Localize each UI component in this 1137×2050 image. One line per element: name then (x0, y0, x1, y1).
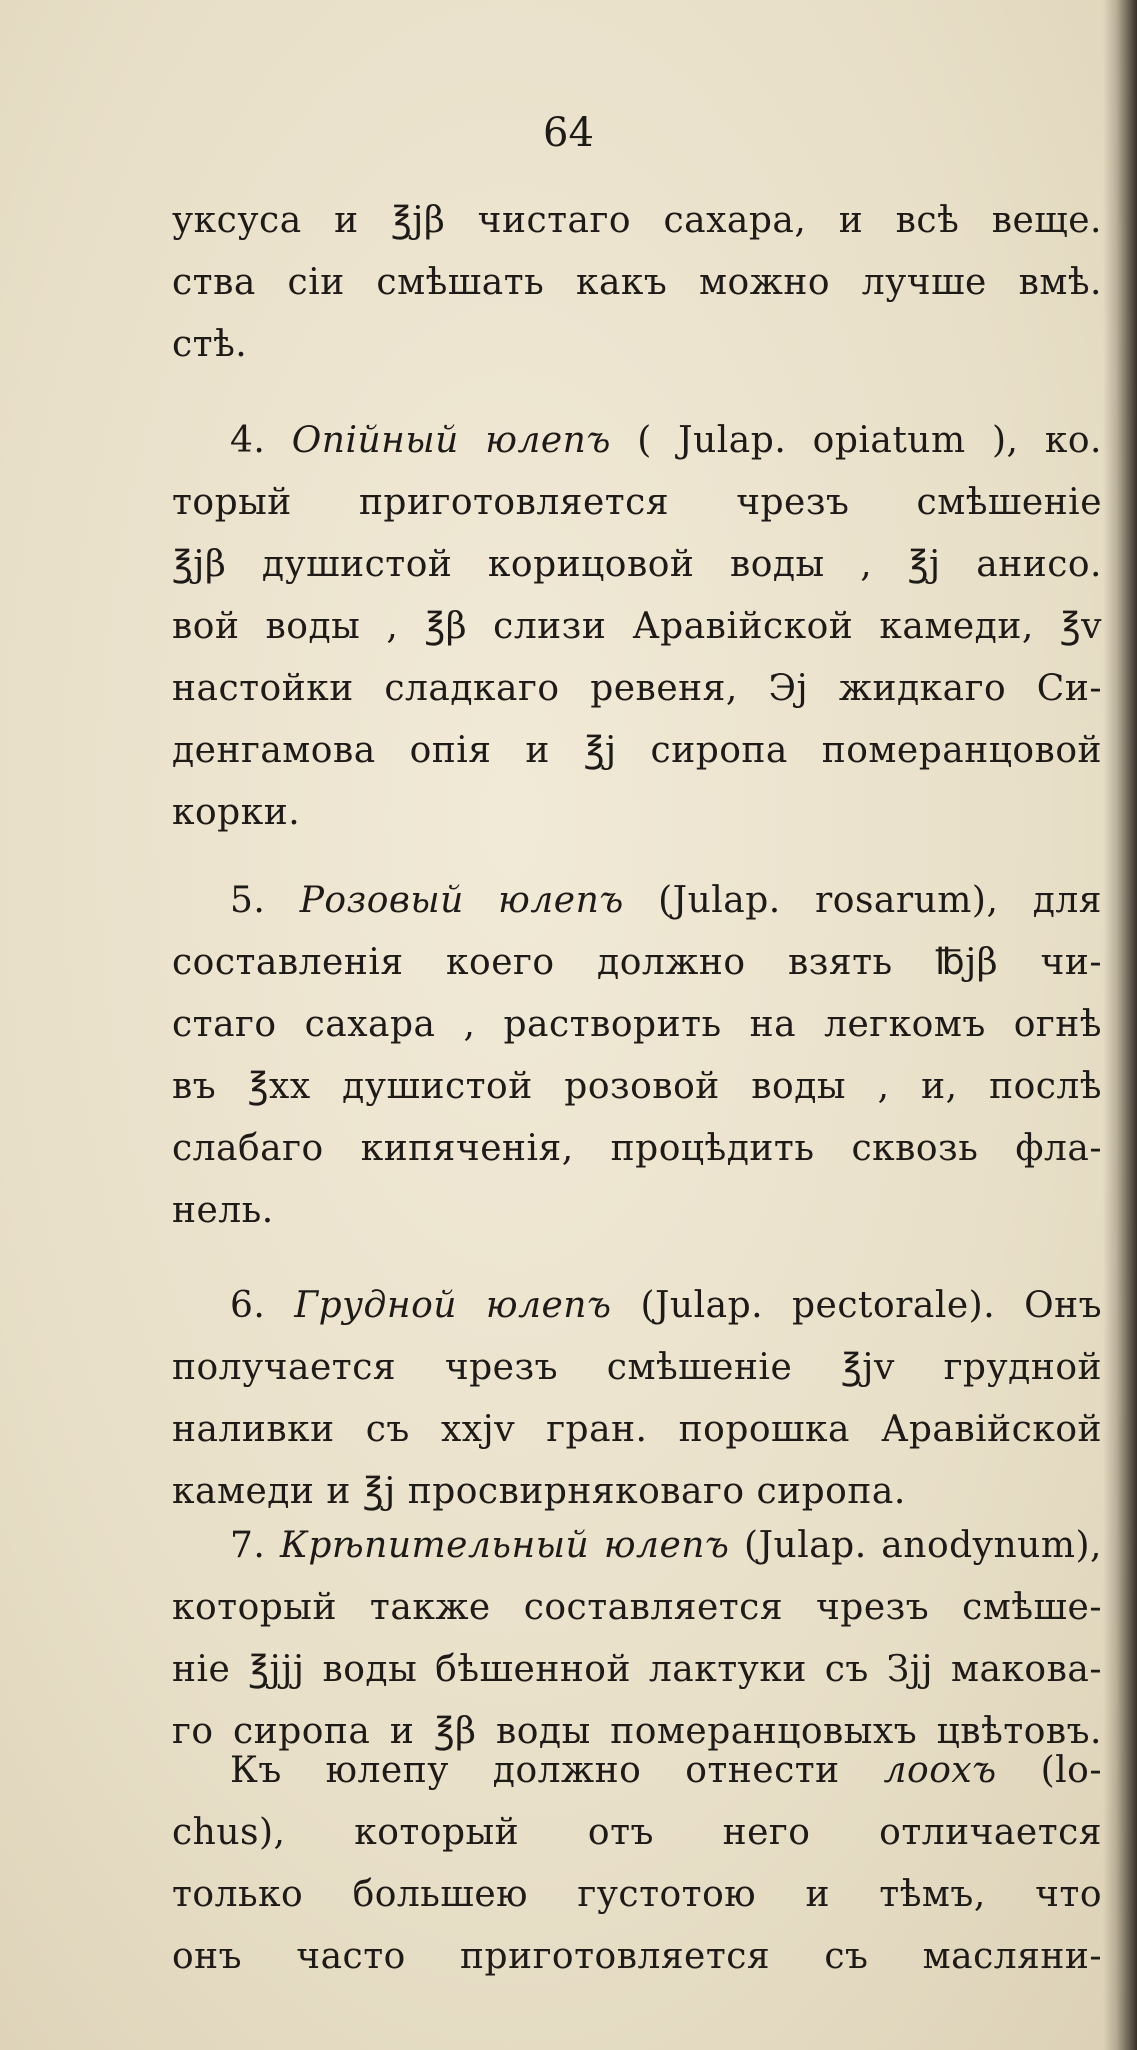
paragraph-pectoral-julep (172, 1275, 1102, 1523)
text-line: chus), который отъ него отличается (172, 1812, 1102, 1853)
text-line: онъ часто приготовляется съ масляни- (172, 1936, 1102, 1977)
item-latin-name: (Julap. pectorale). Онъ (640, 1285, 1102, 1326)
text-line: слабаго кипяченія, процѣдить сквозь фла- (172, 1128, 1102, 1169)
text-line: камеди и ℥j просвирняковаго сиропа. (172, 1471, 906, 1512)
item-title: Розовый юлепъ (299, 880, 624, 921)
page-edge-shadow (1103, 0, 1137, 2050)
text-line: который также составляется чрезъ смѣше- (172, 1587, 1102, 1628)
text-line (172, 410, 1102, 472)
item-number: 5. (230, 880, 266, 921)
text-line: настойки сладкаго ревеня, Эj жидкаго Си- (172, 668, 1102, 709)
item-title: Грудной юлепъ (294, 1285, 612, 1326)
item-title: Крѣпительный юлепъ (279, 1525, 730, 1566)
text-line: стаго сахара , растворить на легкомъ огнѣ (172, 1004, 1102, 1045)
text-line: въ ℥xx душистой розовой воды , и, послѣ (172, 1066, 1102, 1107)
text-line: только большею густотою и тѣмъ, что (172, 1874, 1102, 1915)
text-line: денгамова опія и ℥j сиропа померанцовой (172, 730, 1102, 771)
item-number: 4. (230, 420, 266, 461)
paragraph-looch (172, 1740, 1102, 1988)
item-title: лоохъ (883, 1750, 997, 1791)
text-line (172, 870, 1102, 932)
text-line: ℥jβ душистой корицовой воды , ℥j аниcо. (172, 544, 1102, 585)
paragraph-anodyne-julep (172, 1515, 1102, 1763)
text-line: ніе ℥jjj воды бѣшенной лактуки съ Зjj макова- (172, 1649, 1102, 1690)
paragraph-opening: Къ юлепу должно отнести (230, 1750, 840, 1791)
paragraph-continuation (172, 190, 1102, 376)
text-line: составленія коего должно взять ℔jβ чи- (172, 942, 1102, 983)
item-number: 7. (230, 1525, 266, 1566)
item-latin-name: (Julap. rosarum), для (658, 880, 1102, 921)
text-line: торый приготовляется чрезъ смѣшеніе (172, 482, 1102, 523)
text-line (172, 1515, 1102, 1577)
text-line: корки. (172, 792, 301, 833)
text-line: наливки съ xxjv гран. порошка Аравійской (172, 1409, 1102, 1450)
item-latin-name: (Julap. anodynum), (744, 1525, 1102, 1566)
text-line: нель. (172, 1190, 274, 1231)
text-line: получается чрезъ смѣшеніе ℥jv грудной (172, 1347, 1102, 1388)
text-line (172, 1275, 1102, 1337)
text-line: стѣ. (172, 324, 248, 365)
text-line: вой воды , ℥β слизи Аравійской камеди, ℥v (172, 606, 1102, 647)
item-title: Опійный юлепъ (291, 420, 611, 461)
paragraph-rose-julep (172, 870, 1102, 1242)
item-latin-name: (lo- (1040, 1750, 1102, 1791)
paragraph-opiate-julep (172, 410, 1102, 844)
item-number: 6. (230, 1285, 266, 1326)
text-line: го сиропа и ℥β воды померанцовыхъ цвѣтовъ. (172, 1711, 1102, 1752)
item-latin-name: ( Julap. opiatum ), ко. (637, 420, 1102, 461)
text-line: уксуса и ℥jβ чистаго сахара, и всѣ веще. (172, 200, 1102, 241)
page-number: 64 (543, 110, 594, 156)
text-line: ства сіи смѣшать какъ можно лучше вмѣ. (172, 262, 1102, 303)
text-line (172, 1740, 1102, 1802)
